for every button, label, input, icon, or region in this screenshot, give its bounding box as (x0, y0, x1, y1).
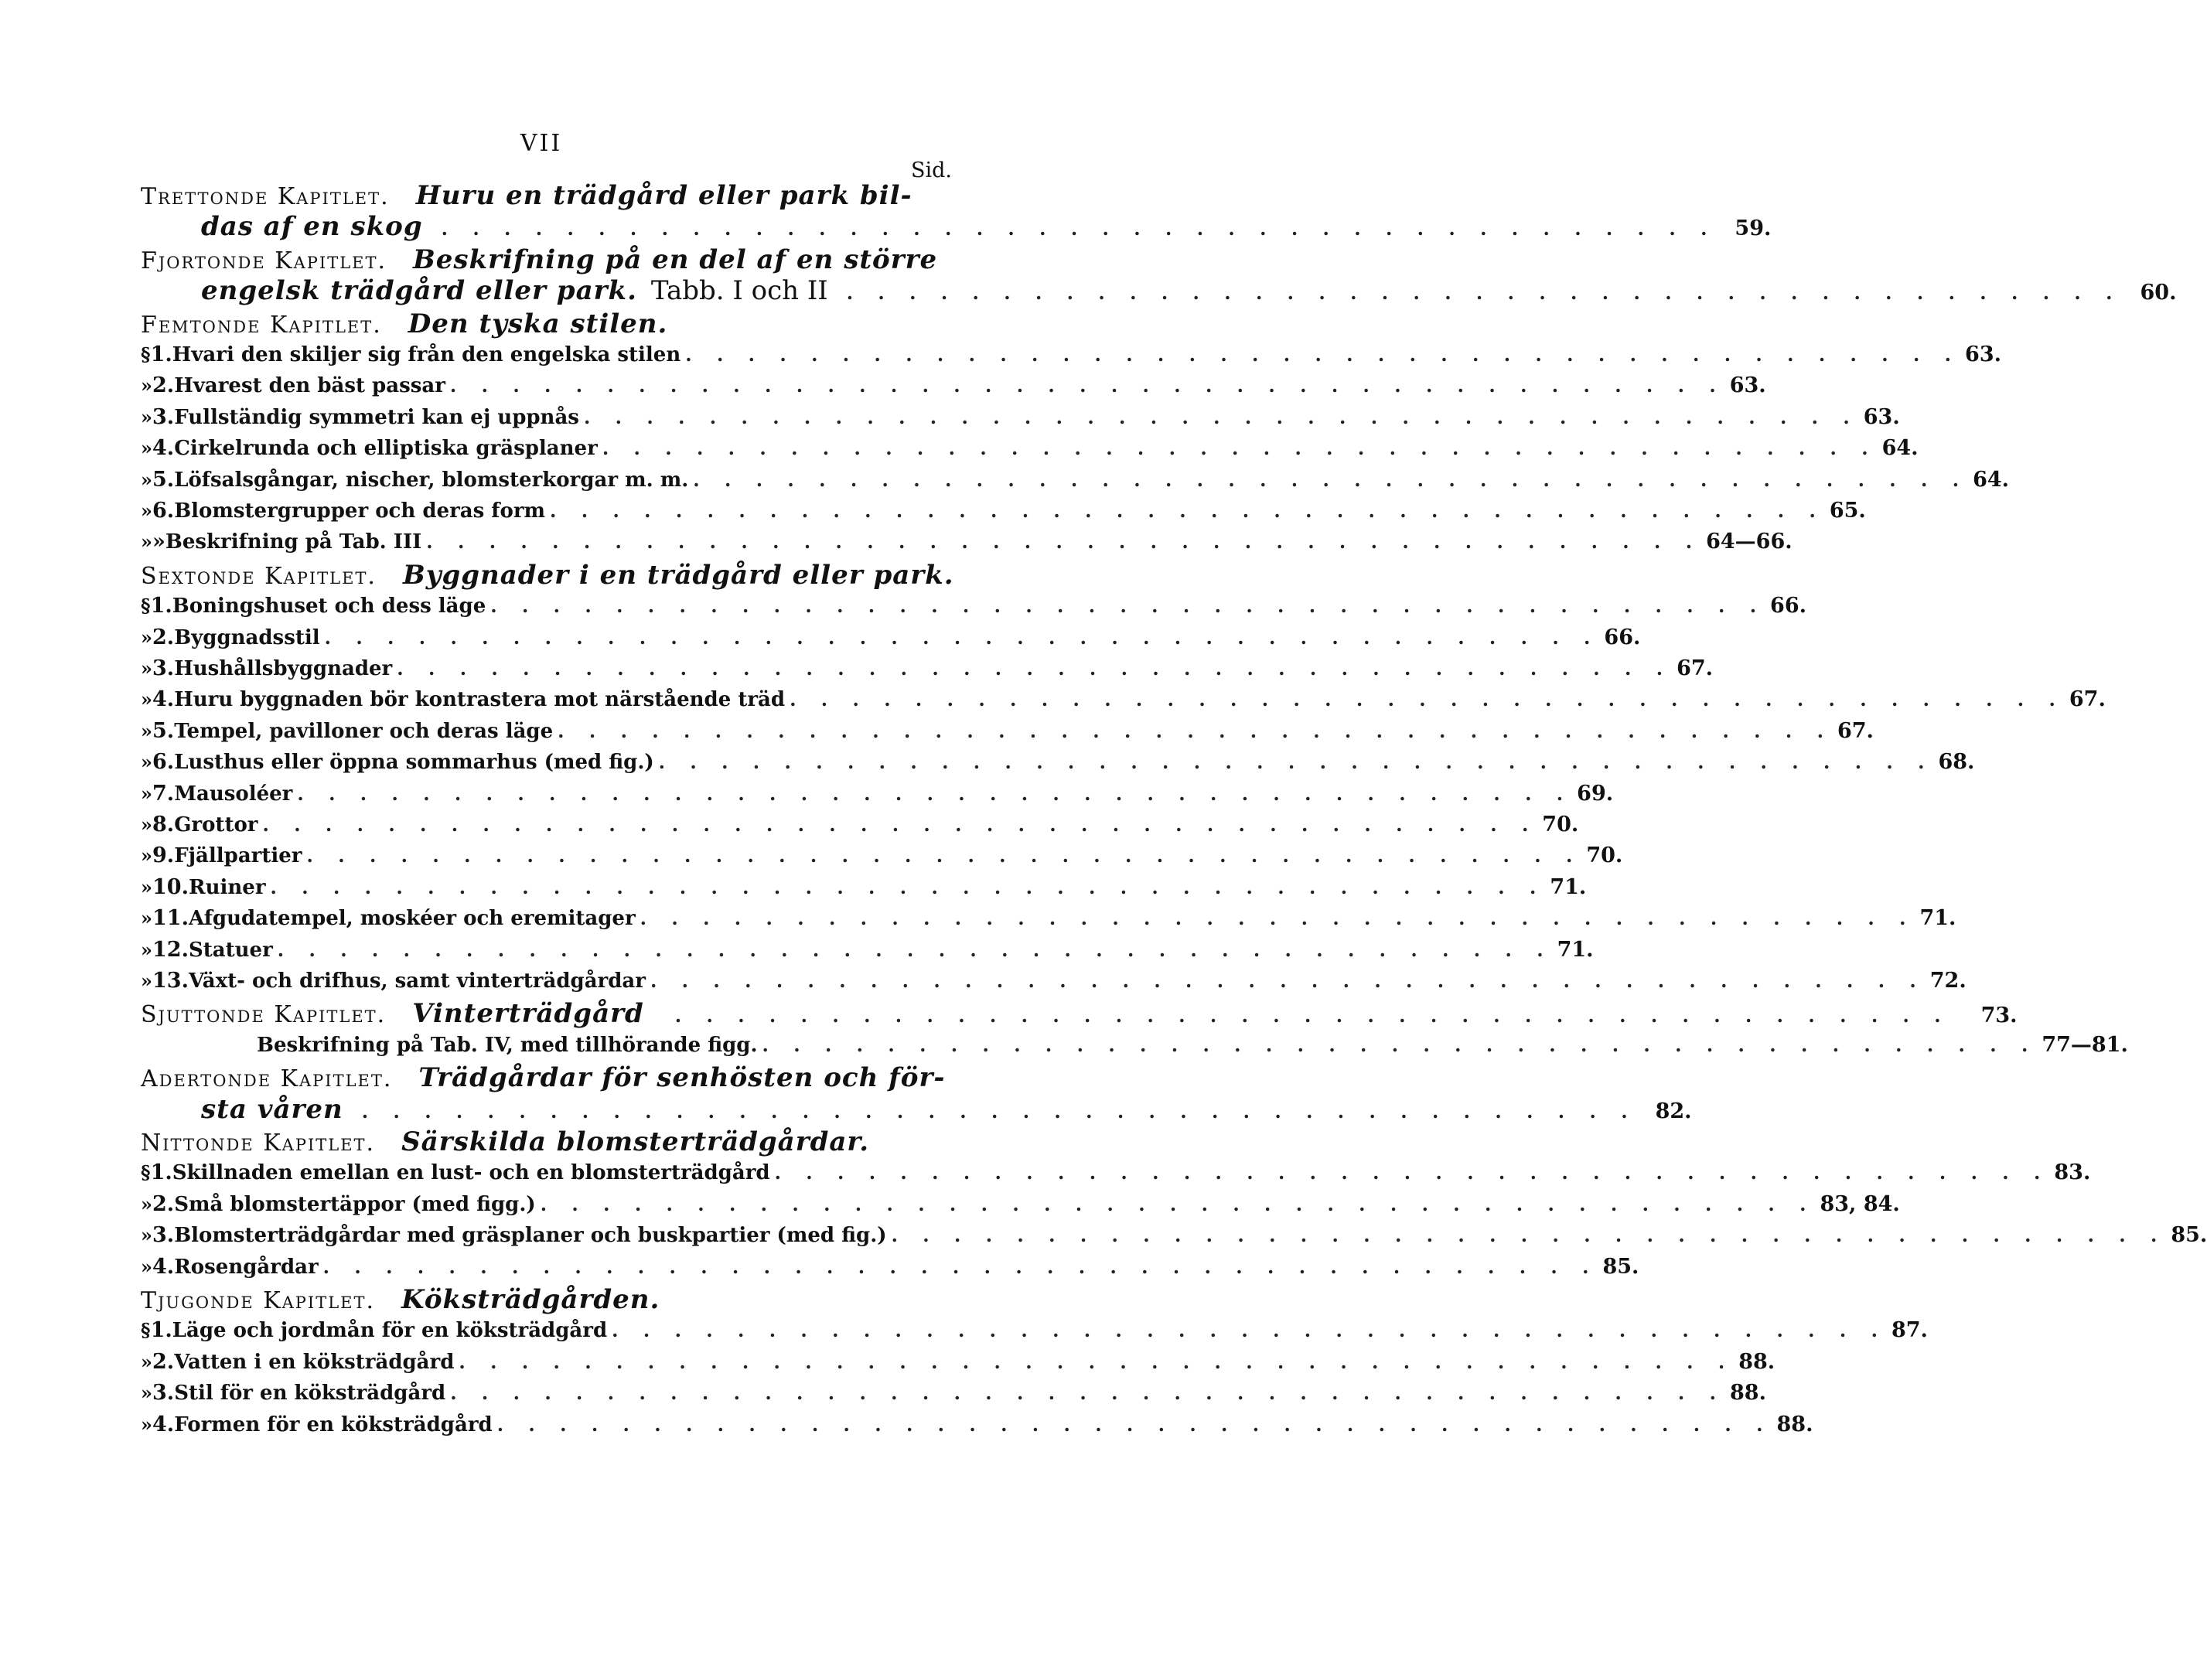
dot-leader: . . . . . . . . . . . . . . . . . . . . . . . . . . . . . . . . . . . . . . . . . (685, 343, 1961, 366)
section-row (141, 339, 2002, 370)
chapter-label: Sjuttonde Kapitlet. (141, 1001, 387, 1029)
section-title[interactable]: Växt- och drifhus, samt vinterträdgårdar (188, 969, 646, 993)
chapter-title[interactable]: Huru en trädgård eller park bil- (415, 180, 912, 211)
section-number: 3. (152, 1223, 175, 1248)
dot-leader: . . . . . . . . . . . . . . . . . . . . . . . . . . . . . . . . . . . . . . . . . (558, 719, 1833, 742)
dot-leader: . . . . . . . . . . . . . . . . . . . . . . . . . . . . . . . . . . . . . . . . . (324, 625, 1600, 649)
section-number: 10. (152, 874, 189, 899)
section-title[interactable]: Cirkelrunda och elliptiska gräsplaner (174, 437, 598, 461)
section-number: 2. (152, 1349, 175, 1374)
dot-leader: . . . . . . . . . . . . . . . . . . . . . . . . . . . . . . . . . . . . . . . . . (774, 1161, 2050, 1184)
section-row (141, 1347, 1775, 1378)
section-row (141, 591, 1807, 622)
dot-leader: . . . . . . . . . . . . . . . . . . . . . . . . . . . . . . . . . . . . . . . . . (540, 1192, 1816, 1215)
section-row (141, 653, 1714, 684)
section-mark: » (141, 844, 152, 867)
section-row (141, 433, 1919, 464)
section-title[interactable]: Hvari den skiljer sig från den engelska stilen (172, 343, 681, 366)
dot-leader: . . . . . . . . . . . . . . . . . . . . . . . . . . . . . . . . . . . . . . . . . (674, 1004, 1950, 1027)
section-number: 6. (152, 499, 175, 523)
page-number: 82. (1655, 1099, 1692, 1123)
section-number: 12. (152, 937, 189, 962)
dot-leader: . . . . . . . . . . . . . . . . . . . . . . . . . . . . . . . . . . . . . . . . . (550, 499, 1825, 522)
dot-leader: . . . . . . . . . . . . . . . . . . . . . . . . . . . . . . . . . . . . . . . . . (640, 907, 1915, 930)
section-row (141, 684, 2106, 715)
section-number: 3. (152, 1381, 175, 1406)
section-mark: » (141, 813, 152, 836)
section-title[interactable]: Skillnaden emellan en lust- och en blomsterträdgård (172, 1161, 770, 1185)
section-row (141, 1315, 1928, 1346)
section-row (141, 903, 1956, 934)
section-title[interactable]: Hvarest den bäst passar (174, 374, 445, 398)
section-mark: » (141, 782, 152, 805)
page-number: 63. (1729, 373, 1766, 398)
section-row (141, 966, 1967, 997)
section-title[interactable]: Rosengårdar (174, 1255, 319, 1279)
section-title[interactable]: Blomstergrupper och deras form (174, 499, 546, 523)
section-row (141, 526, 1793, 557)
page-number: 70. (1586, 843, 1623, 868)
page-number: 63. (1863, 404, 1900, 429)
page-column-label: Sid. (911, 158, 952, 182)
section-mark: » (141, 437, 152, 460)
chapter-title-continued (201, 1093, 1692, 1125)
section-title[interactable]: Ruiner (188, 875, 266, 899)
section-row (141, 716, 1874, 747)
chapter-title-continued (201, 275, 2177, 307)
page-number: 65. (1829, 499, 1866, 523)
dot-leader: . . . . . . . . . . . . . . . . . . . . . . . . . . . . . . . . . . . . . . . . . (459, 1350, 1735, 1373)
page-number: 77—81. (2042, 1032, 2128, 1057)
section-mark: » (141, 719, 152, 742)
section-mark: » (141, 1382, 152, 1405)
dot-leader: . . . . . . . . . . . . . . . . . . . . . . . . . . . . . . . . . . . . . . . . . (583, 405, 1859, 428)
chapter-title[interactable]: Särskilda blomsterträdgårdar. (401, 1126, 870, 1157)
section-mark: § (141, 1319, 151, 1342)
dot-leader: . . . . . . . . . . . . . . . . . . . . . . . . . . . . . . . . . . . . . . . . . (450, 1382, 1725, 1405)
dot-leader: . . . . . . . . . . . . . . . . . . . . . . . . . . . . . . . . . . . . . . . . . (693, 468, 1969, 491)
chapter-label: Femtonde Kapitlet. (141, 311, 382, 339)
section-title[interactable]: Mausoléer (174, 782, 293, 806)
section-number: 2. (152, 1191, 175, 1216)
section-number: 1. (150, 342, 172, 366)
section-title[interactable]: Stil för en köksträdgård (174, 1382, 446, 1406)
dot-leader: . . . . . . . . . . . . . . . . . . . . . . . . . . . . . . . . . . . . . . . . . (658, 751, 1934, 774)
section-row (141, 872, 1587, 903)
chapter-title-continued (201, 211, 1772, 243)
chapter-label: Tjugonde Kapitlet. (141, 1287, 376, 1314)
section-row (141, 1409, 1813, 1440)
page-number: 64—66. (1706, 530, 1793, 554)
section-mark: » (141, 1350, 152, 1373)
section-number: 4. (152, 687, 175, 712)
section-number: 1. (150, 594, 172, 618)
page-number: 72. (1929, 969, 1967, 993)
page-folio: VII (520, 130, 563, 157)
section-mark: » (141, 625, 152, 649)
page-number: 83. (2054, 1160, 2091, 1185)
section-title[interactable]: Läge och jordmån för en köksträdgård (172, 1319, 608, 1343)
section-title[interactable]: Fullständig symmetri kan ej uppnås (174, 405, 579, 429)
page-number: 66. (1770, 594, 1807, 618)
page-number: 71. (1550, 874, 1587, 899)
page-number: 73. (1980, 1004, 2018, 1028)
dot-leader: . . . . . . . . . . . . . . . . . . . . . . . . . . . . . . . . . . . . . . . . . (846, 281, 2122, 305)
page-number: 71. (1919, 906, 1956, 931)
chapter-heading (141, 180, 951, 211)
section-title[interactable]: Blomsterträdgårdar med gräsplaner och buskpartier (med fig.) (174, 1224, 887, 1248)
page-number: 68. (1938, 750, 1975, 775)
chapter-label: Fjortonde Kapitlet. (141, 247, 387, 274)
section-row (141, 1252, 1639, 1283)
chapter-plates: Tabb. I och II (650, 275, 828, 307)
section-number: 13. (152, 969, 189, 993)
section-row (141, 1157, 2091, 1188)
dot-leader: . . . . . . . . . . . . . . . . . . . . . . . . . . . . . . . . . . . . . . . . . (449, 374, 1725, 397)
chapter-title-cont[interactable]: sta våren (201, 1093, 343, 1125)
section-number: 7. (152, 781, 175, 806)
page-number: 69. (1577, 781, 1614, 806)
section-number: 1. (150, 1318, 172, 1343)
chapter-label: Trettonde Kapitlet. (141, 183, 390, 210)
section-mark: » (141, 688, 152, 711)
section-mark: » (141, 468, 152, 491)
chapter-title[interactable]: Trädgårdar för senhösten och för- (418, 1062, 946, 1094)
section-mark: » (141, 657, 152, 680)
section-title[interactable]: Grottor (174, 813, 258, 837)
section-mark: » (141, 405, 152, 428)
chapter-label: Sextonde Kapitlet. (141, 562, 377, 590)
dot-leader: . . . . . . . . . . . . . . . . . . . . . . . . . . . . . . . . . . . . . . . . . (322, 1255, 1598, 1278)
section-mark: § (141, 1161, 151, 1184)
dot-leader: . . . . . . . . . . . . . . . . . . . . . . . . . . . . . . . . . . . . . . . . . (602, 437, 1878, 460)
section-number: 4. (152, 436, 175, 461)
section-mark: » (141, 499, 152, 522)
section-mark: » (141, 751, 152, 774)
section-number: 4. (152, 1412, 175, 1436)
chapter-title[interactable]: Vinterträdgård (412, 998, 644, 1030)
dot-leader: . . . . . . . . . . . . . . . . . . . . . . . . . . . . . . . . . . . . . . . . . (441, 217, 1717, 240)
dot-leader: . . . . . . . . . . . . . . . . . . . . . . . . . . . . . . . . . . . . . . . . . (262, 813, 1538, 836)
chapter-heading (141, 308, 951, 339)
section-row (141, 402, 1900, 433)
section-mark: » (141, 907, 152, 930)
section-number: » (152, 530, 165, 554)
section-mark: » (141, 374, 152, 397)
section-title[interactable]: Beskrifning på Tab. III (165, 530, 422, 554)
chapter-title[interactable]: Byggnader i en trädgård eller park. (402, 559, 954, 591)
section-number: 2. (152, 373, 175, 398)
chapter-title-cont[interactable]: engelsk trädgård eller park. (201, 275, 637, 307)
section-mark: » (141, 938, 152, 961)
page-number: 70. (1542, 813, 1579, 837)
section-row (141, 622, 1641, 653)
dot-leader: . . . . . . . . . . . . . . . . . . . . . . . . . . . . . . . . . . . . . . . . . (277, 938, 1553, 961)
page-number: 67. (2069, 687, 2106, 712)
page-number: 60. (2140, 281, 2177, 305)
section-title[interactable]: Formen för en köksträdgård (174, 1412, 493, 1436)
section-row (141, 1189, 1900, 1220)
chapter-heading (141, 244, 951, 275)
section-mark: § (141, 343, 151, 366)
section-title[interactable]: Statuer (188, 938, 273, 962)
dot-leader: . . . . . . . . . . . . . . . . . . . . . . . . . . . . . . . . . . . . . . . . . (361, 1099, 1637, 1123)
dot-leader: . . . . . . . . . . . . . . . . . . . . . . . . . . . . . . . . . . . . . . . . . (612, 1319, 1887, 1342)
dot-leader: . . . . . . . . . . . . . . . . . . . . . . . . . . . . . . . . . . . . . . . . . (306, 844, 1582, 867)
dot-leader: . . . . . . . . . . . . . . . . . . . . . . . . . . . . . . . . . . . . . . . . . (496, 1412, 1772, 1436)
chapter-heading (141, 1284, 951, 1315)
section-mark: » (141, 875, 152, 898)
section-mark: » (141, 530, 152, 554)
section-row (141, 465, 2010, 496)
section-mark: § (141, 595, 151, 618)
chapter-heading (141, 1126, 951, 1157)
dot-leader: . . . . . . . . . . . . . . . . . . . . . . . . . . . . . . . . . . . . . . . . . (297, 782, 1573, 805)
chapter-title-cont[interactable]: das af en skog (201, 211, 423, 243)
section-title[interactable]: Löfsalsgångar, nischer, blomsterkorgar m. m. (174, 468, 689, 492)
dot-leader: . . . . . . . . . . . . . . . . . . . . . . . . . . . . . . . . . . . . . . . . . (891, 1224, 2167, 1247)
chapter-title[interactable]: Beskrifning på en del af en större (413, 244, 938, 275)
dot-leader: . . . . . . . . . . . . . . . . . . . . . . . . . . . . . . . . . . . . . . . . . (397, 657, 1673, 680)
section-number: 5. (152, 718, 175, 743)
section-row (141, 747, 1975, 778)
chapter-label: Adertonde Kapitlet. (141, 1065, 393, 1093)
chapter-title[interactable]: Den tyska stilen. (408, 308, 668, 339)
section-title[interactable]: Fjällpartier (174, 844, 302, 868)
section-mark: » (141, 1412, 152, 1436)
section-number: 2. (152, 625, 175, 649)
section-number: 3. (152, 656, 175, 680)
page-number: 88. (1776, 1412, 1813, 1436)
section-title[interactable]: Hushållsbyggnader (174, 657, 393, 680)
section-mark: » (141, 1192, 152, 1215)
dot-leader: . . . . . . . . . . . . . . . . . . . . . . . . . . . . . . . . . . . . . . . . . (650, 969, 1926, 992)
chapter-subentry (257, 1030, 2128, 1061)
section-title[interactable]: Tempel, pavilloner och deras läge (174, 719, 554, 743)
page-number: 71. (1557, 937, 1594, 962)
section-mark: » (141, 1255, 152, 1278)
dot-leader: . . . . . . . . . . . . . . . . . . . . . . . . . . . . . . . . . . . . . . . . . (790, 688, 2065, 711)
section-row (141, 840, 1623, 871)
section-row (141, 370, 1766, 401)
dot-leader: . . . . . . . . . . . . . . . . . . . . . . . . . . . . . . . . . . . . . . . . . (762, 1033, 2038, 1056)
dot-leader: . . . . . . . . . . . . . . . . . . . . . . . . . . . . . . . . . . . . . . . . . (490, 595, 1766, 618)
chapter-label: Nittonde Kapitlet. (141, 1130, 376, 1157)
page-number: 85. (2171, 1223, 2207, 1248)
page-number: 87. (1891, 1318, 1928, 1343)
page-number: 64. (1973, 467, 2010, 492)
page-number: 88. (1730, 1381, 1766, 1406)
section-row (141, 496, 1866, 526)
section-number: 11. (152, 906, 189, 931)
page-number: 66. (1604, 625, 1641, 649)
section-mark: » (141, 969, 152, 992)
section-row (141, 1220, 2207, 1251)
section-title[interactable]: Huru byggnaden bör kontrastera mot närstående träd (174, 688, 786, 712)
section-title[interactable]: Små blomstertäppor (med figg.) (174, 1192, 536, 1216)
section-row (141, 779, 1614, 809)
section-row (141, 935, 1594, 966)
section-number: 3. (152, 404, 175, 429)
section-number: 1. (150, 1160, 172, 1185)
section-title[interactable]: Byggnadsstil (174, 625, 320, 649)
dot-leader: . . . . . . . . . . . . . . . . . . . . . . . . . . . . . . . . . . . . . . . . . (270, 875, 1546, 898)
section-number: 5. (152, 467, 175, 492)
section-number: 6. (152, 750, 175, 775)
subentry-text[interactable]: Beskrifning på Tab. IV, med tillhörande figg. (257, 1033, 758, 1057)
section-row (141, 809, 1579, 840)
dot-leader: . . . . . . . . . . . . . . . . . . . . . . . . . . . . . . . . . . . . . . . . . (426, 530, 1702, 554)
section-title[interactable]: Vatten i en köksträdgård (174, 1350, 455, 1374)
section-title[interactable]: Boningshuset och dess läge (172, 595, 486, 618)
page-number: 63. (1965, 342, 2002, 366)
chapter-title[interactable]: Köksträdgården. (401, 1284, 660, 1315)
section-number: 9. (152, 843, 175, 868)
chapter-heading (141, 559, 954, 591)
chapter-heading (141, 998, 2018, 1030)
page-number: 67. (1837, 718, 1874, 743)
page-number: 88. (1738, 1349, 1775, 1374)
page-number: 59. (1735, 216, 1772, 241)
section-number: 4. (152, 1254, 175, 1279)
page-number: 67. (1677, 656, 1714, 680)
section-mark: » (141, 1224, 152, 1247)
page-number: 83, 84. (1820, 1191, 1900, 1216)
chapter-heading (141, 1062, 951, 1093)
page-number: 85. (1602, 1254, 1639, 1279)
section-row (141, 1378, 1766, 1409)
section-number: 8. (152, 813, 175, 837)
page-number: 64. (1881, 436, 1919, 461)
section-title[interactable]: Lusthus eller öppna sommarhus (med fig.) (174, 751, 654, 775)
section-title[interactable]: Afgudatempel, moskéer och eremitager (188, 907, 636, 931)
